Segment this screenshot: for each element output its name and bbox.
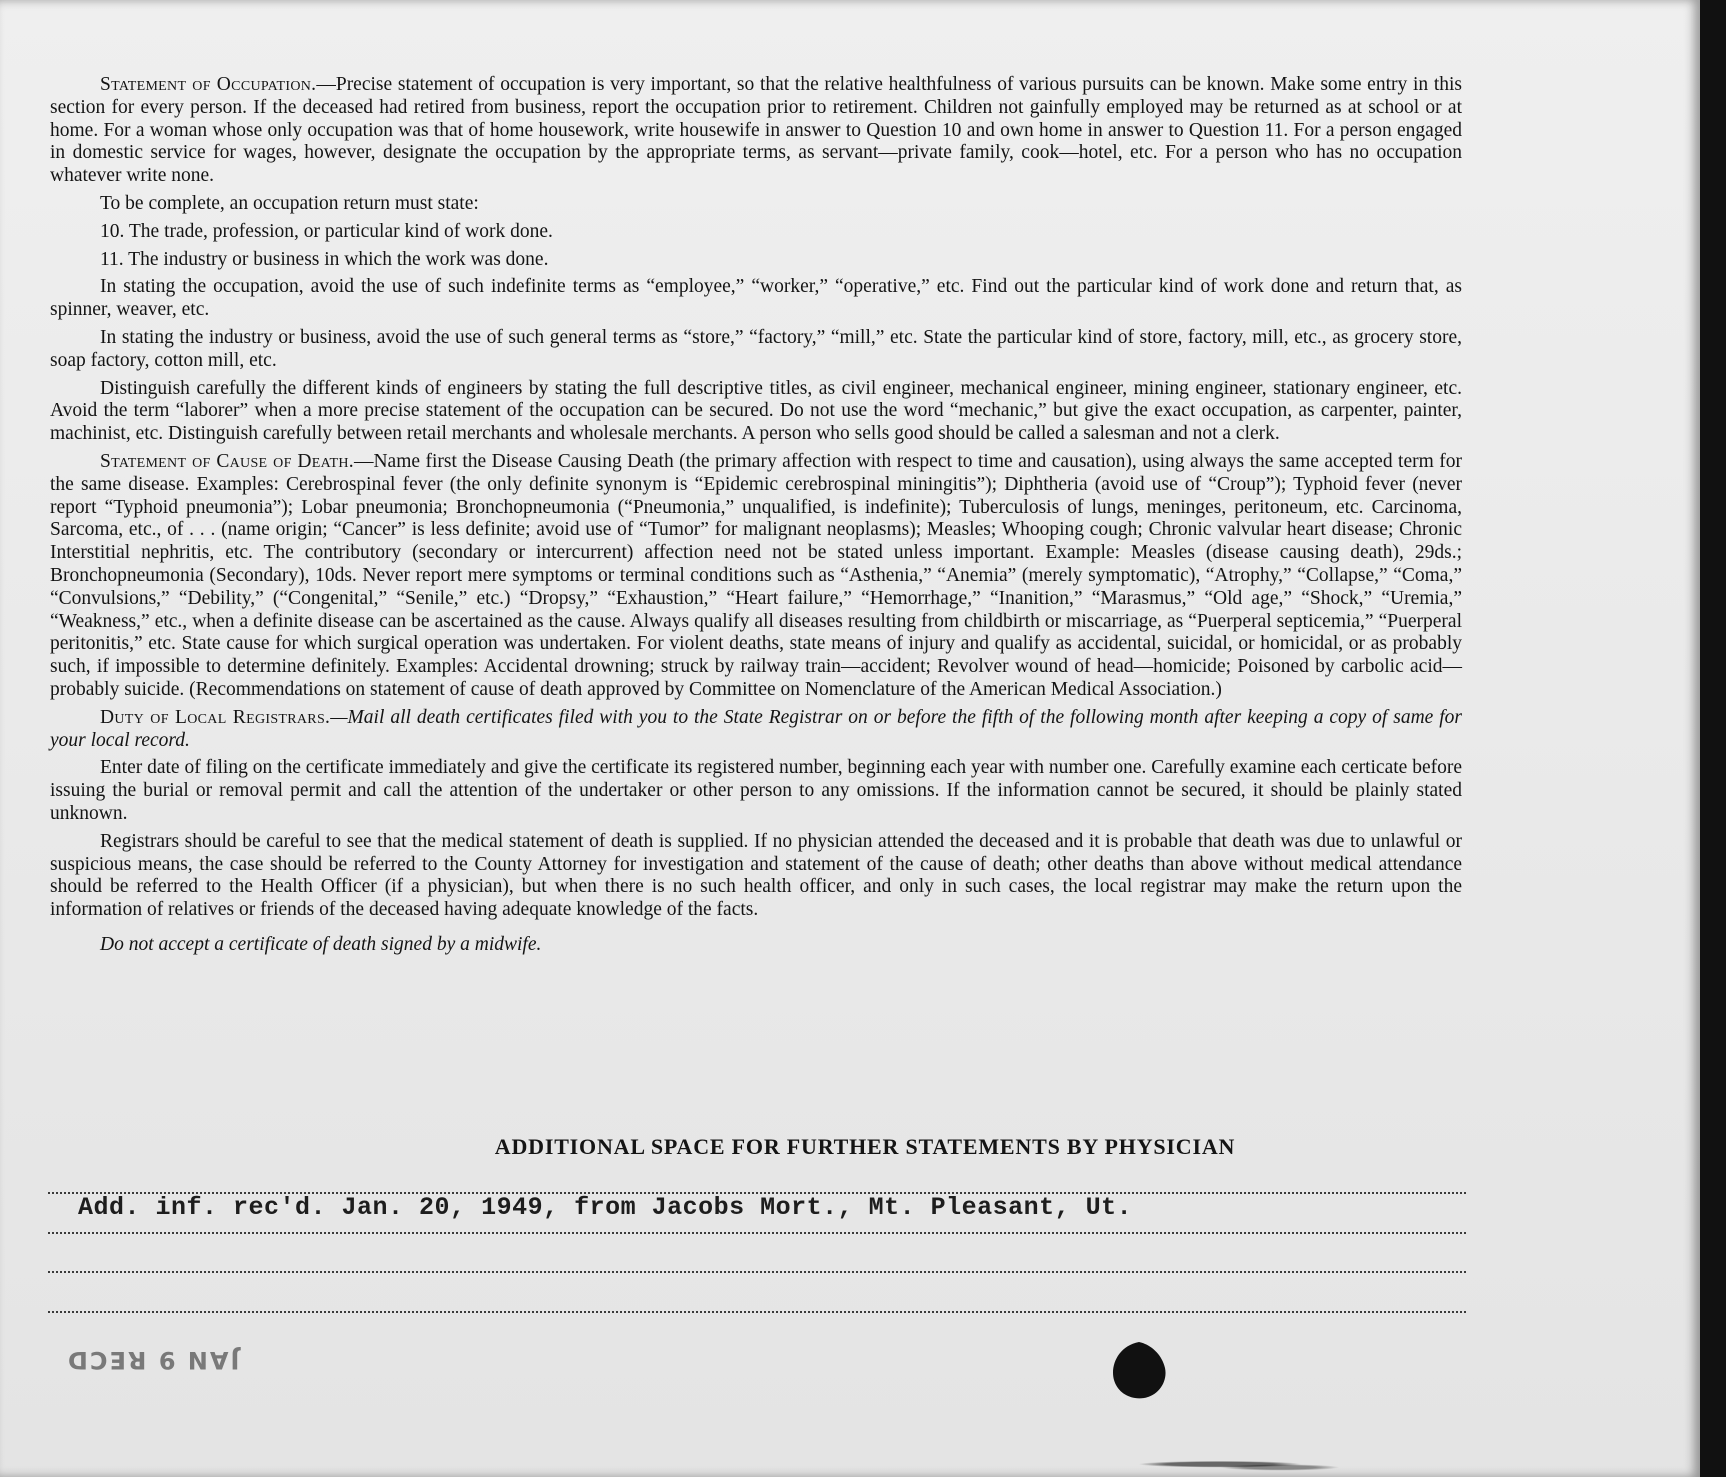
engineers-paragraph: Distinguish carefully the different kinds of engineers by stating the full descriptive titles, as civil engineer, mechanical engineer, mining engineer, stationary engineer, etc. Avoid the term “laborer” when a more precise statement of the occupation can be secured. Do not use the word “mechanic,” but give the exact occupation, as carpenter, painter, machinist, etc. Distinguish carefully between retail merchants and wholesale merchants. A person who sells good should be called a salesman and not a clerk. xyxy=(50,377,1462,445)
occupation-terms-paragraph: In stating the occupation, avoid the use of such indefinite terms as “employee,” “worker,” “operative,” etc. Find out the particular kind of work done and return that, as spinner, weaver, etc. xyxy=(50,276,1462,321)
dotted-line-2 xyxy=(48,1232,1466,1234)
cause-text: —Name first the Disease Causing Death (the primary affection with respect to time and causation), using always the same accepted term for the same disease. Examples: Cerebrospinal fever (the only definite synonym is “Epidemic cerebrospinal miningitis”); Diphtheria (avoid use of “Croup”); Typhoid fever (never report “Typhoid pneumonia”); Lobar pneumonia; Bronchopneumonia (“Pneumonia,” unqualified, is indefinite); Tuberculosis of lungs, meninges, peritoneum, etc. Carcinoma, Sarcoma, etc., of . . . (name origin; “Cancer” is less definite; avoid use of “Tumor” for malignant neoplasms); Measles; Whooping cough; Chronic valvular heart disease; Chronic Interstitial nephritis, etc. The contributory (secondary or intercurrent) affection need not be stated unless important. Example: Measles (disease causing death), 29ds.; Bronchopneumonia (Secondary), 10ds. Never report mere symptoms or terminal conditions such as “Asthenia,” “Anemia” (merely symptomatic), “Atrophy,” “Collapse,” “Coma,” “Convulsions,” “Debility,” (“Congenital,” “Senile,” etc.) “Dropsy,” “Exhaustion,” “Heart failure,” “Hemorrhage,” “Inanition,” “Marasmus,” “Old age,” “Shock,” “Uremia,” “Weakness,” etc., when a definite disease can be ascertained as the cause. Always qualify all diseases resulting from childbirth or miscarriage, as “Puerperal septicemia,” “Puerperal peritonitis,” etc. State cause for which surgical operation was undertaken. For violent deaths, state means of injury and qualify as accidental, suicidal, or homicidal, or as probably such, if impossible to determine definitely. Examples: Accidental drowning; struck by railway train—accident; Revolver wound of head—homicide; Poisoned by carbolic acid—probably suicide. (Recommendations on statement of cause of death approved by Committee on Nomenclature of the American Medical Association.) xyxy=(50,450,1462,700)
registrars-title: Duty of Local Registrars. xyxy=(100,706,331,728)
cause-paragraph xyxy=(50,451,1462,702)
registrars-text: —Mail all death certificates filed with you to the State Registrar on or before the fifth of the following month after keeping a copy of same for your local record. xyxy=(50,706,1463,751)
midwife-note xyxy=(50,934,1462,957)
occupation-title: Statement of Occupation. xyxy=(100,74,317,95)
filing-paragraph: Enter date of filing on the certificate immediately and give the certificate its registered number, beginning each year with number one. Carefully examine each certicate before issuing the burial or removal permit and call the attention of the undertaker or other person to any omissions. If the information cannot be secured, it should be plainly stated unknown. xyxy=(50,757,1462,824)
additional-space-heading: ADDITIONAL SPACE FOR FURTHER STATEMENTS BY PHYSICIAN xyxy=(494,1134,1236,1159)
industry-terms-paragraph: In stating the industry or business, avoid the use of such general terms as “store,” “factory,” “mill,” etc. State the particular kind of store, factory, mill, etc., as grocery store, soap factory, cotton mill, etc. xyxy=(50,326,1462,371)
medical-statement-paragraph: Registrars should be careful to see that the medical statement of death is supplied. If no physician attended the deceased and it is probable that death was due to unlawful or suspicious means, the case should be referred to the County Attorney for investigation and statement of the cause of death; other deaths than above without medical attendance should be referred to the Health Officer (if a physician), but when there is no such health officer, and only in such cases, the local registrar may make the return upon the information of relatives or friends of the deceased having adequate knowledge of the facts. xyxy=(50,830,1462,921)
typed-additional-info: Add. inf. rec'd. Jan. 20, 1949, from Jacobs Mort., Mt. Pleasant, Ut. xyxy=(78,1193,1133,1222)
ink-blot-icon xyxy=(1110,1340,1168,1400)
requirement-item-10: 10. The trade, profession, or particular kind of work done. xyxy=(100,220,553,242)
midwife-note-text: Do not accept a certificate of death signed by a midwife. xyxy=(100,933,542,955)
requirement-item-11: 11. The industry or business in which the work was done. xyxy=(100,248,549,270)
occupation-requirements: To be complete, an occupation return must state: xyxy=(100,192,479,214)
received-date-stamp: JAN 9 RECD xyxy=(66,1346,240,1374)
cause-title: Statement of Cause of Death. xyxy=(100,450,354,472)
instructions-body xyxy=(50,74,1462,962)
occupation-paragraph xyxy=(50,74,1462,188)
dotted-line-4 xyxy=(48,1311,1466,1313)
occupation-text: —Precise statement of occupation is very important, so that the relative healthfulness of various pursuits can be known. Make some entry in this section for every person. If the deceased had retired from business, report the occupation prior to retirement. Children not gainfully employed may be returned as at school or at home. For a woman whose only occupation was that of home housework, write housewife in answer to Question 10 and own home in answer to Question 11. For a person engaged in domestic service for wages, however, designate the occupation by the appropriate terms, as servant—private family, cook—hotel, etc. For a person who has no occupation whatever write none. xyxy=(50,74,1462,187)
dotted-line-3 xyxy=(48,1271,1466,1273)
registrars-paragraph xyxy=(50,707,1462,753)
scan-edge xyxy=(1700,0,1726,1477)
bleed-through-marks xyxy=(1100,1445,1700,1477)
